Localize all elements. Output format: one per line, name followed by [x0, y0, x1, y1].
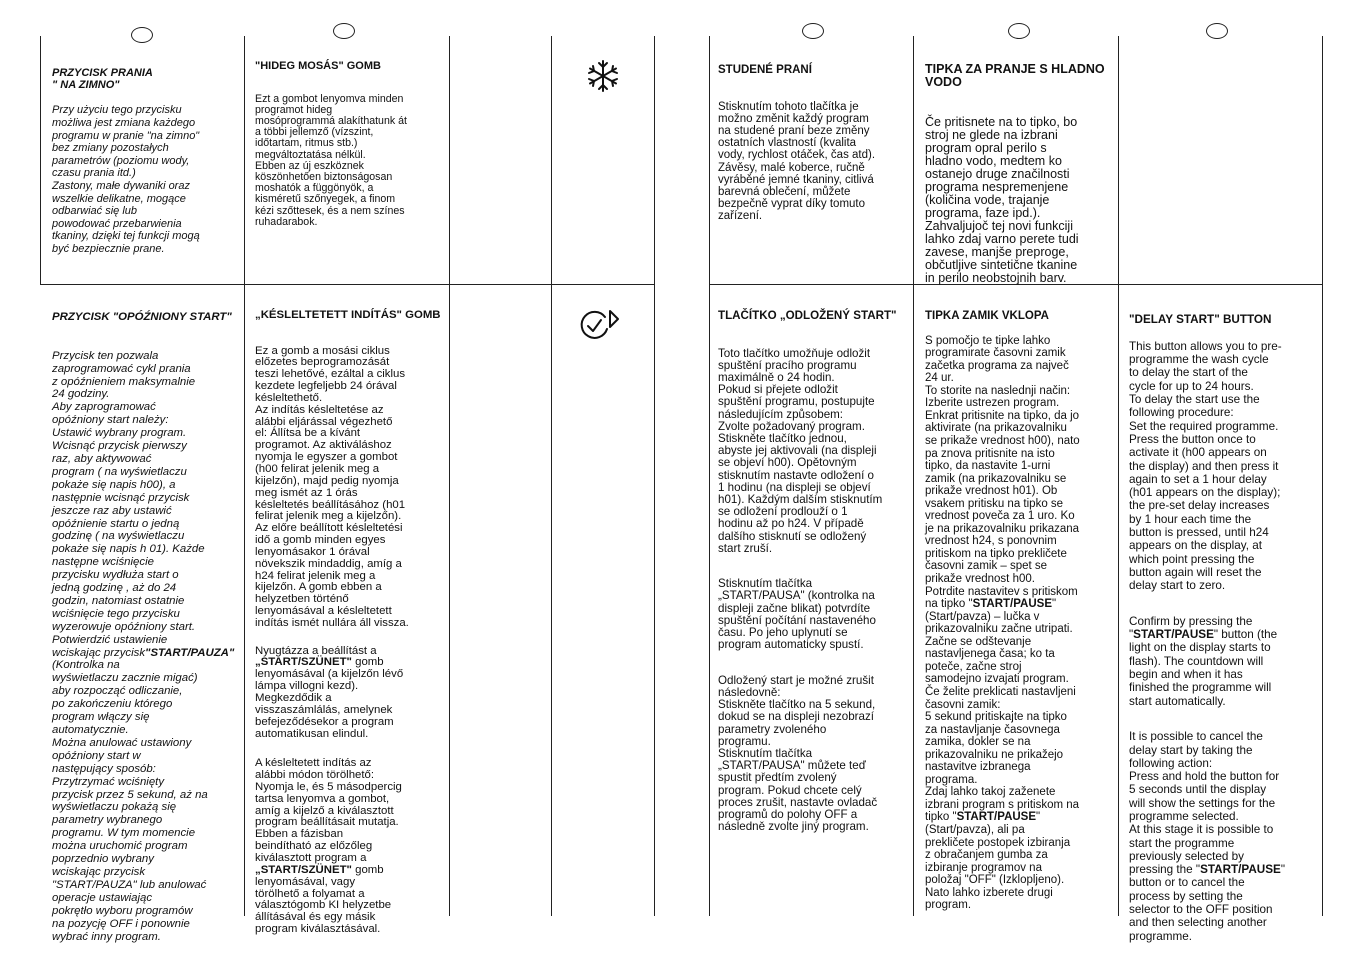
binding-hole [1008, 23, 1030, 39]
si-delay-start-pause-label: START/PAUSE [972, 598, 1053, 611]
column-rule [913, 36, 914, 916]
column-rule [1322, 36, 1323, 916]
cz-delay-para-3: Odložený start je možné zrušit následovně: Stiskněte tlačítko na 5 sekund, dokud se na displeji nezobrazí parametry zvoleného programu. Stisknutím tlačítka „START/PAUSA" můžete teď spustit předtím zvolený program. Pokud chcete celý proces zrušit, nastavte ovladač programů do polohy OFF a následně zvolte jiný program. [718, 673, 878, 834]
hu-delay-start-label: „START/SZÜNET" [255, 656, 352, 669]
hu-cold-section [255, 50, 447, 228]
hu-delay-start-label-2: „START/SZÜNET" [255, 863, 352, 876]
pl-delay-start-pause-label: "START/PAUZA" [145, 646, 235, 659]
pl-delay-body-1: Przycisk ten pozwala zaprogramować cykl prania z opóźnieniem maksymalnie 24 godziny. Aby zaprogramować opóźniony start należy: Ustawić wybrany program. Wcisnąć przycisk pierwszy raz, aby aktywować program ( na wyświetlaczu pokaże się napis h00), a następnie wcisnąć przycisk jeszcze raz aby ustawić opóźnienie startu o jedną godzinę ( na wyświetlaczu pokaże się napis h 01). Każde następne wciśnięcie przycisku wydłuża start o jedną godzinę , aż do 24 godzin, natomiast ostatnie wciśnięcie tego przycisku wyzerowuje opóźniony start. Potwierdzić ustawienie wciskając przycisk [52, 349, 205, 659]
binding-hole [131, 27, 153, 43]
hu-delay-section [255, 298, 447, 948]
en-delay-start-pause-label-2: START/PAUSE [1200, 863, 1281, 877]
en-delay-para-3 [1129, 730, 1319, 943]
si-delay-start-pause-label-2: START/PAUSE [956, 811, 1037, 824]
pl-cold-title: PRZYCISK PRANIA " NA ZIMNO" [52, 66, 153, 92]
hu-cold-title: "HIDEG MOSÁS" GOMB [255, 60, 381, 73]
hu-delay-title: „KÉSLELTETETT INDÍTÁS" GOMB [255, 308, 441, 321]
pl-delay-body-2: (Kontrolka na wyświetlaczu zacznie migać) aby rozpocząć odliczanie, po zakończeniu którego program włączy się automatycznie. Można anulować ustawiony opóźniony start w następujący sposób: Przytrzymać wciśnięty przycisk przez 5 sekund, aż na wyświetlaczu pokażą się parametry wybranego programu. W tym momencie można uruchomić program poprzednio wybrany wciskając przycisk "START/PAUZA" lub anulować operacje ustawiając pokrętło wyboru programów na pozycję OFF i ponownie wybrać inny program. [52, 659, 208, 943]
cz-cold-title: STUDENÉ PRANÍ [718, 64, 812, 77]
column-rule [40, 36, 41, 284]
si-delay-section [925, 297, 1116, 912]
hu-delay-para-2b: gomb lenyomásával (a kijelzőn lévő lámpa villogni kezd). Megkezdődik a visszaszámlálás, amelynek befejeződésekor a program automatikusan elindul. [255, 656, 404, 740]
en-delay-section [1129, 300, 1319, 956]
binding-hole [802, 23, 824, 39]
en-delay-para-2 [1129, 615, 1319, 708]
si-delay-para-2b: " (Start/pavza), ali pa prekličete postopek izbiranja z obračanjem gumba za izbiranje programov na položaj "OFF" (Izklopljeno). Nato lahko izberete drugi program. [925, 811, 1071, 912]
row-rule [40, 284, 654, 285]
si-delay-para-1a: S pomočjo te tipke lahko programirate časovni zamik začetka programa za največ 24 ur. To storite na naslednji način: Izberite ustrezen program. Enkrat pritisnite na tipko, da jo aktivirate (na prikazovalniku se prikaže vrednost h00), nato pa znova pritisnite na isto tipko, da nastavite 1-urni zamik (na prikazovalniku se prikaže vrednost h01). Ob vsakem pritisku na tipko se vrednost poveča za 1 uro. Ko je na prikazovalniku prikazana vrednost h24, s ponovnim pritiskom na tipko prekličete časovni zamik – spet se prikaže vrednost h00. Potrdite nastavitev s pritiskom na tipko " [925, 334, 1080, 611]
en-delay-para-3b: " button or to cancel the process by setting the selector to the OFF position and then selecting another programme. [1129, 863, 1285, 943]
hu-delay-para-2a: Nyugtázza a beállítást a [255, 644, 377, 657]
si-cold-title: TIPKA ZA PRANJE S HLADNO VODO [925, 62, 1105, 89]
hu-delay-para-1: Ez a gomb a mosási ciklus előzetes beprogramozását teszi lehetővé, ezáltal a ciklus kezdete legfeljebb 24 órával késleltethető. Az indítás késleltetése az alábbi eljárással végezhető el: Állítsa be a kívánt programot. Az aktiváláshoz nyomja le egyszer a gombot (h00 felirat jelenik meg a kijelzőn), majd pedig nyomja meg ismét az 1 órás késleltetés beállításához (h01 felirat jelenik meg a kijelzőn). Az előre beállított késleltetési idő a gomb minden egyes lenyomásakor 1 órával növekszik mindaddig, amíg a h24 felirat jelenik meg a kijelzőn. A gomb ebben a helyzetben történő lenyomásával a késleltetett indítás ismét nullára áll vissza. [255, 344, 409, 629]
delay-start-icon [579, 307, 621, 343]
binding-hole [333, 23, 355, 39]
pl-cold-section [52, 54, 242, 256]
hu-delay-para-3b: gomb lenyomásával, vagy törölhető a folyamat a választógomb KI helyzetbe állításával és egy másik program kiválasztásával. [255, 863, 392, 936]
hu-delay-para-2 [255, 646, 447, 741]
column-rule [654, 36, 655, 916]
en-delay-title: "DELAY START" BUTTON [1129, 313, 1272, 327]
en-delay-para-2a: Confirm by pressing the " [1129, 614, 1253, 642]
column-rule [1118, 36, 1119, 916]
en-delay-para-3a: It is possible to cancel the delay start by taking the following action: Press and hold the button for 5 seconds until the display will show the settings for the programme selected. At this stage it is possible to start the programme previously selected by pressing the " [1129, 730, 1280, 877]
binding-hole [1206, 23, 1228, 39]
en-delay-para-1: This button allows you to pre- programme the wash cycle to delay the start of the cycle for up to 24 hours. To delay the start use the following procedure: Set the required programme. Press the button once to activate it (h00 appears on the display) and then press it again to set a 1 hour delay (h01 appears on the display); the pre-set delay increases by 1 hour each time the button is pressed, until h24 appears on the display, at which point pressing the button again will reset the delay start to zero. [1129, 339, 1282, 593]
column-rule [551, 36, 552, 916]
hu-delay-para-3 [255, 758, 447, 936]
en-delay-start-pause-label: START/PAUSE [1133, 628, 1214, 642]
si-delay-para-1 [925, 335, 1080, 912]
cz-delay-para-1: Toto tlačítko umožňuje odložit spuštění pracího programu maximálně o 24 hodin. Pokud si přejete odložit spuštění programu, postupujte následujícím způsobem: Zvolte požadovaný program. Stiskněte tlačítko jednou, abyste jej aktivovali (na displeji se objeví h00). Opětovným stisknutím nastavte odložení o 1 hodinu (na displeji se objeví h01). Každým dalším stisknutím se odložení prodlouží o 1 hodinu až po h24. V případě dalšího stisknutí se odložený start zruší. [718, 346, 883, 555]
pl-delay-title: PRZYCISK "OPÓŹNIONY START" [52, 310, 232, 323]
cz-delay-title: TLAČÍTKO „ODLOŽENÝ START" [718, 309, 897, 323]
si-cold-section [925, 50, 1115, 285]
cz-cold-section [718, 52, 911, 223]
column-rule [709, 36, 710, 916]
hu-delay-para-3a: A késleltetett indítás az alábbi módon törölhető: Nyomja le, és 5 másodpercig tartsa lenyomva a gombot, amíg a kijelző a kiválasztott program beállításait mutatja. Ebben a fázisban beindítható az előzőleg kiválasztott program a [255, 757, 402, 864]
column-rule [244, 36, 245, 916]
en-delay-para-2b: " button (the light on the display starts to flash). The countdown will begin and when it has finished the programme will start automatically. [1129, 628, 1278, 708]
pl-delay-section [52, 298, 242, 943]
hu-cold-body: Ezt a gombot lenyomva minden programot hideg mosóprogrammá alakíthatunk át a többi jellemző (vízszint, időtartam, ritmus stb.) megváltoztatása nélkül. Ebben az új eszköznek köszönhetően biztonságosan moshatók a függönyök, a kisméretű szőnyegek, a finom kézi szőttesek, és a nem színes ruhadarabok. [255, 92, 407, 228]
snowflake-icon [585, 58, 621, 94]
si-delay-title: TIPKA ZAMIK VKLOPA [925, 309, 1049, 322]
cz-delay-section [718, 298, 911, 846]
cz-cold-body: Stisknutím tohoto tlačítka je možno změnit každý program na studené praní beze změny ostatních vlastností (kvalita vody, rychlost otáček, čas atd). Závěsy, malé koberce, ručně vyráběné jemné tkaniny, citlivá barevná oblečení, můžete bezpečně vyprat díky tomuto zařízení. [718, 100, 876, 223]
pl-cold-body: Przy użyciu tego przycisku możliwa jest zmiana każdego programu w pranie "na zimno" bez zmiany pozostałych parametrów (poziomu wody, czasu prania itd.) Zastony, małe dywaniki oraz wszelkie delikatne, mogące odbarwiać się lub powodować przebarwienia tkaniny, dzięki tej funkcji mogą być bezpiecznie prane. [52, 104, 200, 255]
cz-delay-para-2: Stisknutím tlačítka „START/PAUSA" (kontrolka na displeji začne blikat) potvrdíte spuštění počítání nastaveného času. Po jeho uplynutí se program automaticky spustí. [718, 577, 876, 652]
si-cold-body: Če pritisnete na to tipko, bo stroj ne glede na izbrani program opral perilo s hladno vodo, medtem ko ostanejo druge značilnosti programa nespremenjene (količina vode, trajanje programa, faze ipd.). Zahvaljujoč tej novi funkciji lahko zdaj varno perete tudi zavese, manjše preproge, občutljive sintetične tkanine in perilo neobstojnih barv. [925, 115, 1079, 285]
si-delay-para-1b: " (Start/pavza) – lučka v prikazovalniku začne utripati. Začne se odštevanje nastavljenega časa; ko ta poteče, začne stroj samodejno izvajati program. Če želite preklicati nastavljeni časovni zamik: 5 sekund pritiskajte na tipko za nastavljanje časovnega zamika, dokler se na prikazovalniku ne prikažejo nastavitve izbranega programa. Zdaj lahko takoj zaženete izbrani program s pritiskom na tipko " [925, 598, 1080, 824]
column-rule [449, 36, 450, 916]
